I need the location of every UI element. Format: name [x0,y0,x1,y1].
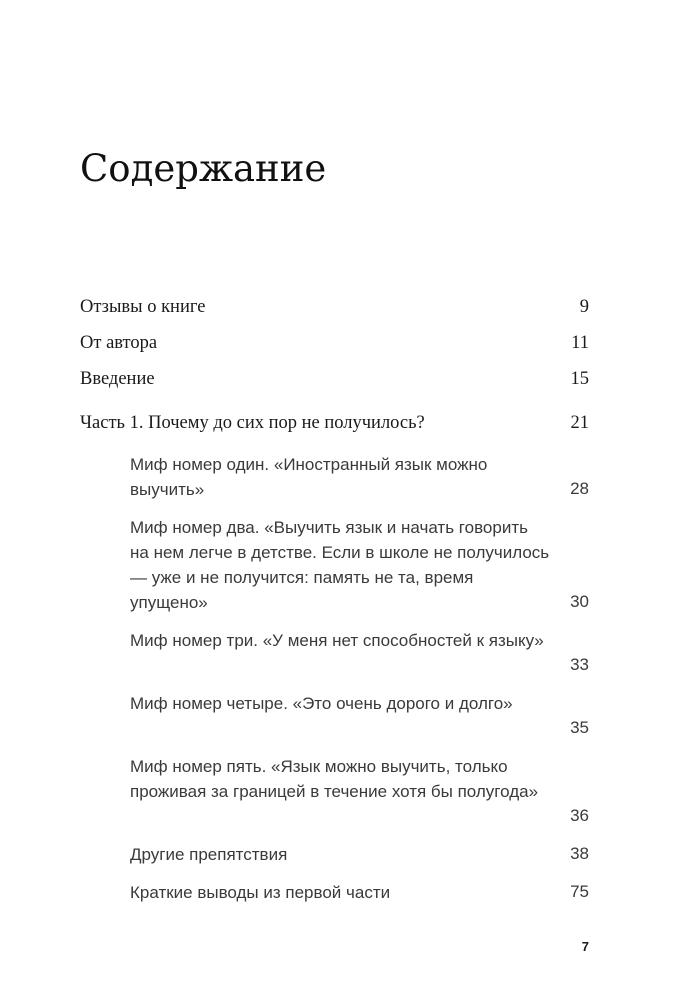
toc-entry-part-1-title[interactable]: Часть 1. Почему до сих пор не получилось? [80,413,425,433]
toc-entry-myth-1-page: 28 [570,479,589,498]
toc-entry-myth-3-page: 33 [570,655,589,674]
toc-entry-introduction-page: 15 [570,369,589,389]
toc-entry-myth-4-page: 35 [570,718,589,737]
toc-entry-myth-1-title[interactable]: Миф номер один. «Иностранный язык можно выучить» [130,455,488,499]
toc-entry-part-1-page: 21 [570,413,589,433]
toc-entry-reviews-page: 9 [579,297,589,317]
toc-entry-myth-5-page: 36 [570,806,589,825]
toc-entry-summary-part-1-title[interactable]: Краткие выводы из первой части [130,883,391,902]
toc-entry-myth-5-title[interactable]: Миф номер пять. «Язык можно выучить, только проживая за границей в течение хотя бы полугода» [130,757,539,801]
toc-entry-from-author-title[interactable]: От автора [80,333,158,353]
toc-entry-reviews-title[interactable]: Отзывы о книге [80,297,206,317]
page-title: Содержание [80,147,327,190]
toc-entry-from-author-page: 11 [571,333,589,353]
toc-entry-other-obstacles-page: 38 [570,844,589,863]
toc-entry-myth-3-title[interactable]: Миф номер три. «У меня нет способностей к языку» [130,631,544,650]
toc-entry-summary-part-1-page: 75 [570,882,589,901]
toc-entry-myth-2-page: 30 [570,592,589,611]
toc-entry-myth-4-title[interactable]: Миф номер четыре. «Это очень дорого и долго» [130,694,513,713]
page-number: 7 [581,939,589,954]
toc-entry-other-obstacles-title[interactable]: Другие препятствия [130,845,288,864]
toc-entry-myth-2-title[interactable]: Миф номер два. «Выучить язык и начать говорить на нем легче в детстве. Если в школе не получилось — уже и не получится: память не та, время упущено» [130,518,550,612]
toc-entry-introduction-title[interactable]: Введение [80,369,155,389]
